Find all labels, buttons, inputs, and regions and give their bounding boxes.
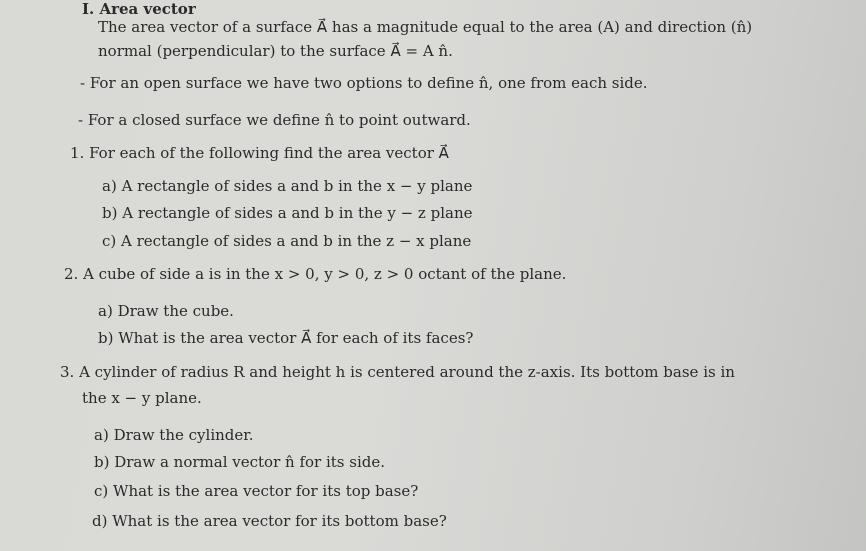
problem-3-part-b: b) Draw a normal vector n̂ for its side. — [94, 453, 386, 471]
problem-3-line-2: the x − y plane. — [82, 389, 202, 407]
bullet-open-surface: - For an open surface we have two options to define n̂, one from each side. — [80, 74, 648, 92]
problem-2-part-b: b) What is the area vector A⃗ for each of its faces? — [98, 329, 474, 347]
problem-1-part-c: c) A rectangle of sides a and b in the z − x plane — [102, 232, 472, 250]
problem-2-part-a: a) Draw the cube. — [98, 302, 234, 320]
intro-line-1: The area vector of a surface A⃗ has a magnitude equal to the area (A) and direction (n̂) — [98, 18, 753, 36]
section-title: I. Area vector — [82, 0, 196, 18]
problem-3-line-1: 3. A cylinder of radius R and height h is centered around the z-axis. Its bottom base is in — [60, 363, 735, 381]
problem-3-part-a: a) Draw the cylinder. — [94, 426, 254, 444]
intro-line-2: normal (perpendicular) to the surface A⃗ = A n̂. — [98, 42, 453, 60]
problem-1-part-b: b) A rectangle of sides a and b in the y − z plane — [102, 204, 473, 222]
problem-3-part-c: c) What is the area vector for its top base? — [94, 482, 419, 500]
problem-2: 2. A cube of side a is in the x > 0, y > 0, z > 0 octant of the plane. — [64, 265, 567, 283]
problem-3-part-d: d) What is the area vector for its bottom base? — [92, 512, 447, 530]
problem-1: 1. For each of the following find the area vector A⃗ — [70, 144, 449, 162]
bullet-closed-surface: - For a closed surface we define n̂ to point outward. — [78, 111, 471, 129]
problem-1-part-a: a) A rectangle of sides a and b in the x − y plane — [102, 177, 473, 195]
